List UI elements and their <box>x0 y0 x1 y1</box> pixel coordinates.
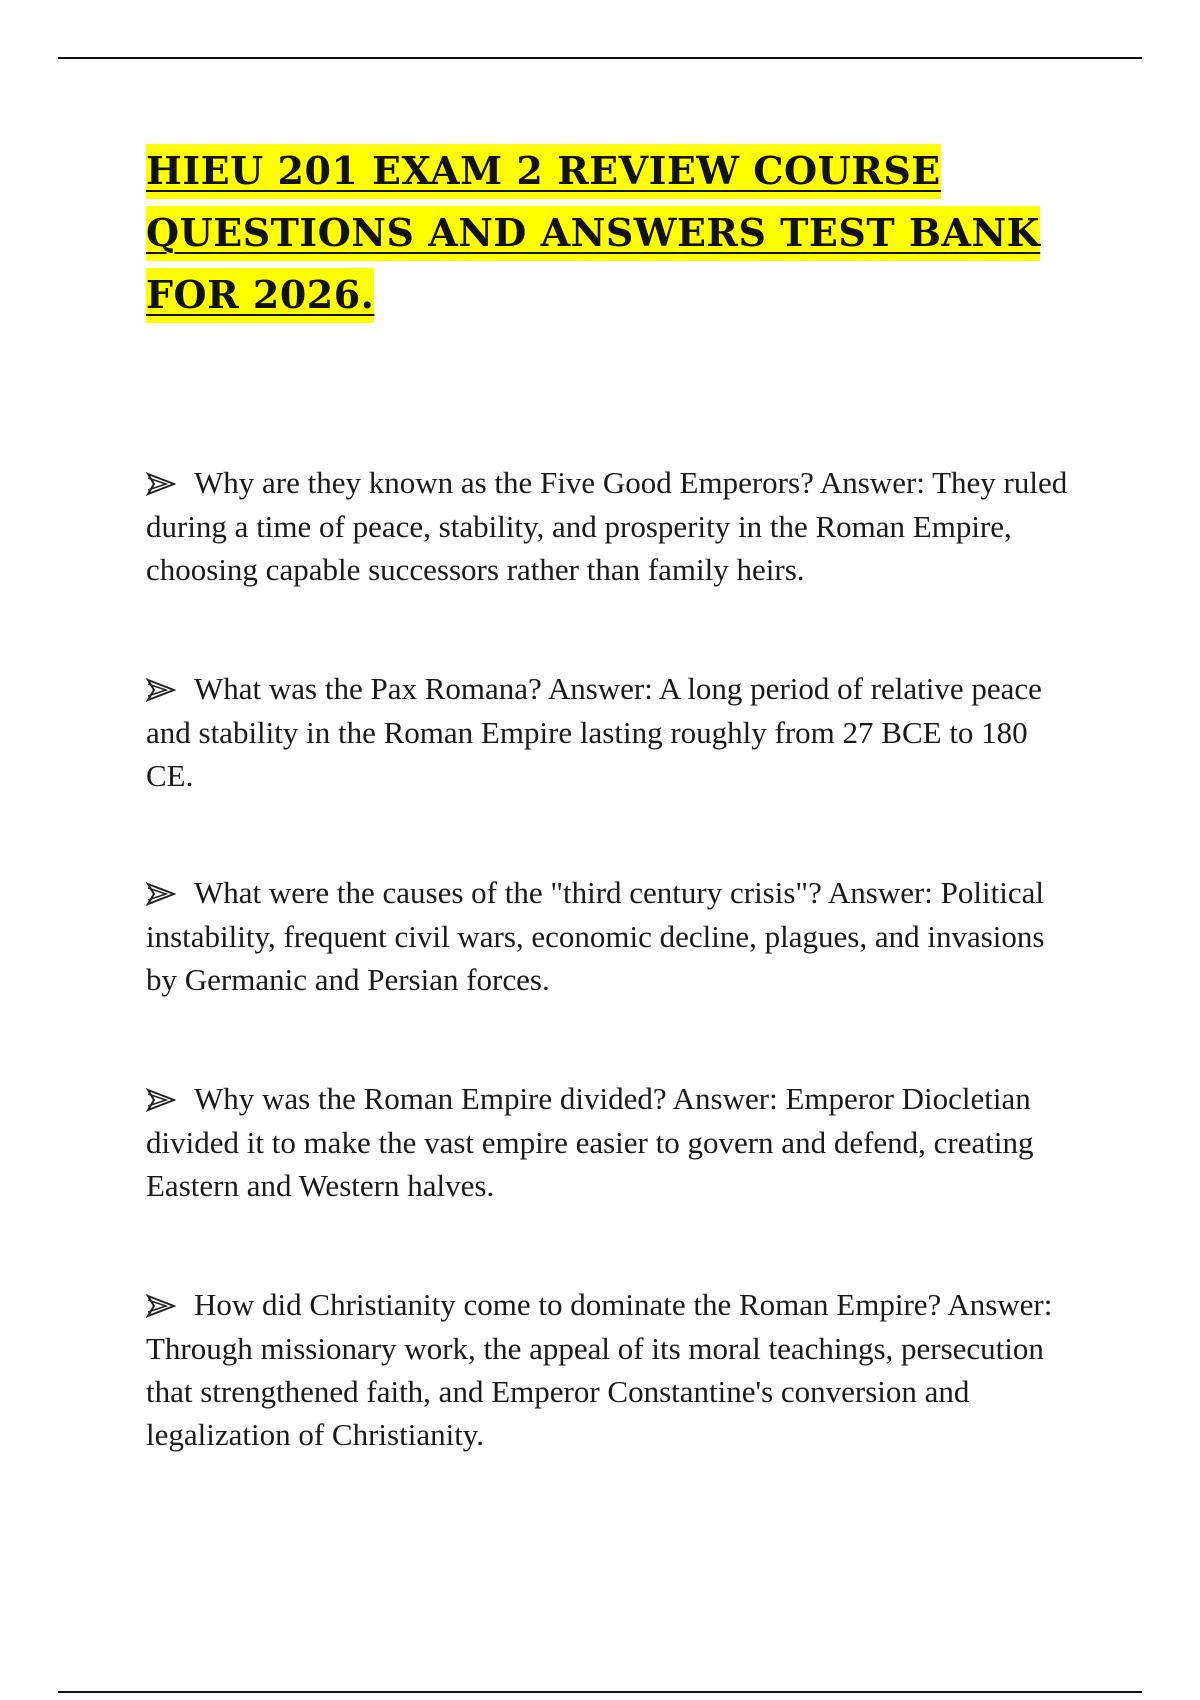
bottom-rule <box>58 1691 1142 1693</box>
arrow-bullet-icon <box>146 872 194 915</box>
qa-item <box>146 667 1076 797</box>
arrow-bullet-icon <box>146 1284 194 1327</box>
qa-item <box>146 461 1076 591</box>
qa-text: What was the Pax Romana? Answer: A long period of relative peace and stability in the Roman Empire lasting roughly from 27 BCE to 180 CE. <box>146 671 1042 793</box>
title-block <box>146 140 1076 326</box>
arrow-bullet-icon <box>146 668 194 711</box>
top-rule <box>58 57 1142 59</box>
qa-text: What were the causes of the "third century crisis"? Answer: Political instability, frequent civil wars, economic decline, plagues, and invasions by Germanic and Persian forces. <box>146 875 1045 997</box>
qa-text: How did Christianity come to dominate the Roman Empire? Answer: Through missionary work, the appeal of its moral teachings, persecution that strengthened faith, and Emperor Constantine's conversion and legalization of Christianity. <box>146 1287 1053 1452</box>
qa-text: Why are they known as the Five Good Emperors? Answer: They ruled during a time of peace, stability, and prosperity in the Roman Empire, choosing capable successors rather than family heirs. <box>146 465 1068 587</box>
arrow-bullet-icon <box>146 462 194 505</box>
document-title <box>146 140 1076 326</box>
arrow-bullet-icon <box>146 1078 194 1121</box>
qa-text: Why was the Roman Empire divided? Answer: Emperor Diocletian divided it to make the vast empire easier to govern and defend, creating Eastern and Western halves. <box>146 1081 1034 1203</box>
qa-item <box>146 1283 1076 1456</box>
qa-item <box>146 871 1076 1001</box>
document-title-text: HIEU 201 EXAM 2 REVIEW COURSE QUESTIONS AND ANSWERS TEST BANK FOR 2026. <box>146 144 1040 323</box>
qa-item <box>146 1077 1076 1207</box>
